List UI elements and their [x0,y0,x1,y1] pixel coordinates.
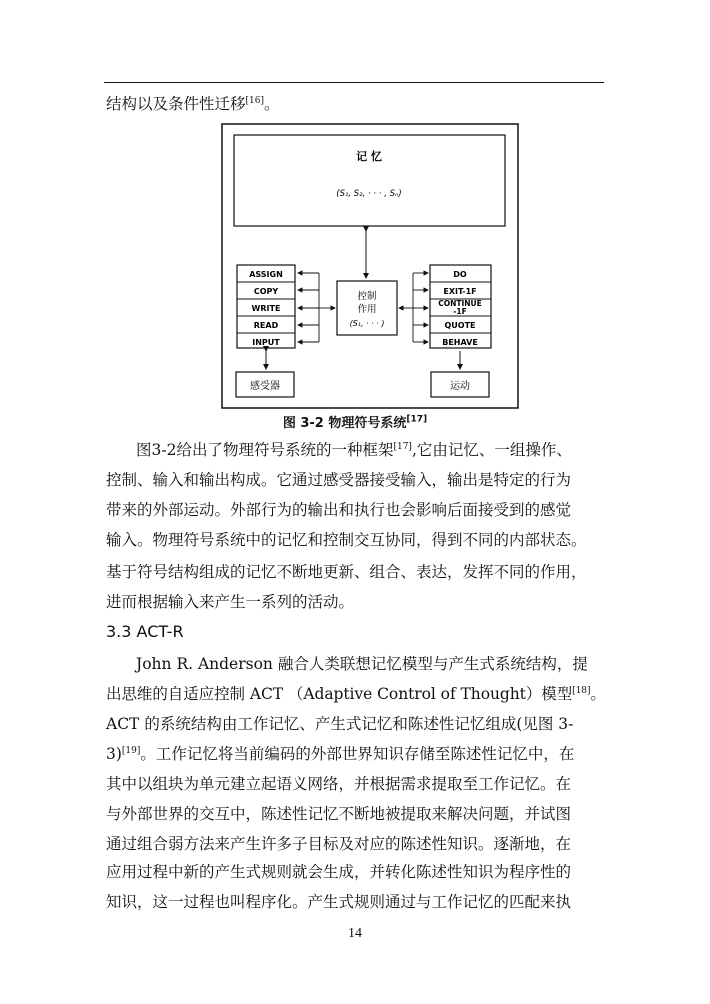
op-copy: COPY [253,287,279,296]
control-line3: (S₁, · · · ) [349,319,385,328]
para2-line: 出思维的自适应控制 ACT （Adaptive Control of Thought）模型[18]。 [106,685,606,703]
op-quote: QUOTE [444,321,476,330]
op-read: READ [253,321,279,330]
caption-citation: [17] [406,414,428,425]
citation: [16] [245,95,264,106]
right-arrows [399,273,428,342]
intro-line [106,94,606,114]
op-write: WRITE [251,304,281,313]
para1-line: 进而根据输入来产生一系列的活动。 [106,593,355,611]
para2-line: 其中以组块为单元建立起语义网络，并根据需求提取至工作记忆。在 [106,775,572,793]
control-line2: 作用 [357,304,377,315]
header-rule [104,82,604,83]
left-ops [237,265,295,348]
op-assign: ASSIGN [249,270,283,279]
para2-line: 应用过程中新的产生式规则就会生成，并转化陈述性知识为程序性的 [106,863,572,881]
para2-line: 3)[19]。工作记忆将当前编码的外部世界知识存储至陈述性记忆中，在 [106,745,575,763]
page-number: 14 [348,926,362,941]
right-ops [430,265,491,348]
op-exit-1f: EXIT-1F [443,287,477,296]
op-input: INPUT [252,338,280,347]
para2-line: 通过组合弱方法来产生许多子目标及对应的陈述性知识。逐渐地，在 [106,835,572,853]
memory-symbols: (S₁, S₂, · · · , Sₙ) [336,189,402,199]
op-continue-1f: -1F [453,307,467,316]
intro-tail: 。 [264,95,280,113]
control-line1: 控制 [357,291,377,302]
op-continue: CONTINUE [438,299,482,308]
para1-line: 输入。物理符号系统中的记忆和控制交互协同，得到不同的内部状态。 [106,531,587,549]
para1-line: 图3-2给出了物理符号系统的一种框架[17],它由记忆、一组操作、 [136,441,572,459]
op-behave: BEHAVE [442,338,478,347]
para1-line: 控制、输入和输出构成。它通过感受器接受输入，输出是特定的行为 [106,471,572,489]
section-heading: 3.3 ACT-R [106,622,184,641]
para2-line: John R. Anderson 融合人类联想记忆模型与产生式系统结构，提 [136,655,588,673]
para2-line: ACT 的系统结构由工作记忆、产生式记忆和陈述性记忆组成(见图 3- [106,715,574,733]
intro-text: 结构以及条件性迁移 [106,95,246,113]
para2-line: 与外部世界的交互中，陈述性记忆不断地被提取来解决问题，并试图 [106,805,572,823]
memory-box [234,135,505,226]
figure-caption [0,412,710,431]
caption-text: 图 3-2 物理符号系统 [282,416,407,431]
memory-label: 记 忆 [356,150,382,163]
para1-line: 基于符号结构组成的记忆不断地更新、组合、表达，发挥不同的作用， [106,563,587,581]
op-do: DO [453,270,467,279]
motion-label: 运动 [450,381,470,392]
para1-line: 带来的外部运动。外部行为的输出和执行也会影响后面接受到的感觉 [106,501,572,519]
para2-line: 知识，这一过程也叫程序化。产生式规则通过与工作记忆的匹配来执 [106,893,572,911]
left-arrows [298,273,335,342]
physical-symbol-system-diagram [221,123,519,409]
sensor-label: 感受器 [250,381,280,392]
